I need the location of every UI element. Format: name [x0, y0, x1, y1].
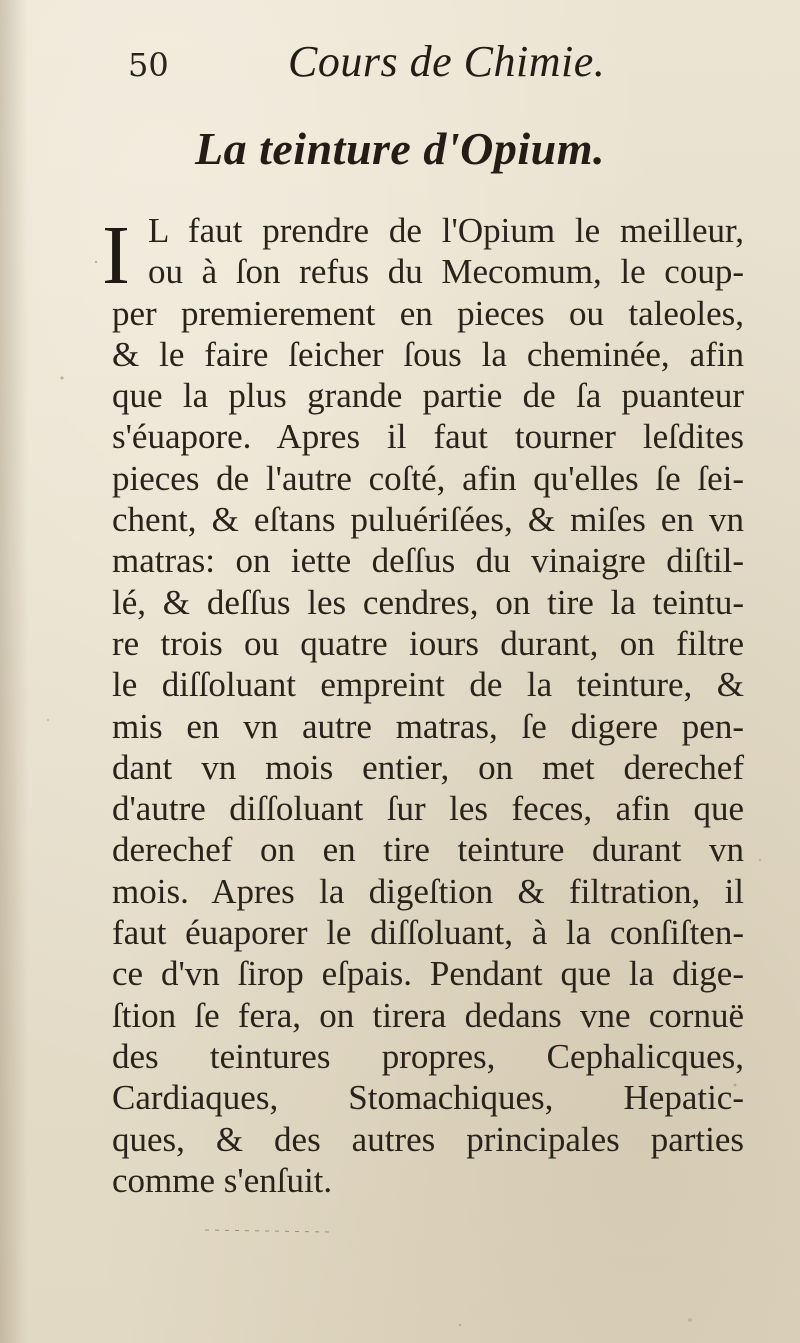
text-line: Cardiaques, Stomachiques, Hepatic-	[112, 1078, 744, 1118]
text-line: faut éuaporer le diſſoluant, à la conſiſten-	[112, 913, 744, 953]
text-line: re trois ou quatre iours durant, on filtre	[112, 623, 744, 663]
text-line: mois. Apres la digeſtion & filtration, il	[112, 871, 744, 911]
text-line: que la plus grande partie de ſa puanteur	[112, 376, 744, 416]
page-number: 50	[128, 46, 169, 84]
text-line: s'éuapore. Apres il faut tourner leſdites	[112, 417, 744, 457]
body-text	[102, 209, 744, 1201]
text-line: mis en vn autre matras, ſe digere pen-	[112, 706, 744, 746]
text-line: & le faire ſeicher ſous la cheminée, afin	[112, 334, 744, 374]
text-line: le diſſoluant empreint de la teinture, &	[112, 665, 744, 705]
text-line: des teintures propres, Cephalicques,	[112, 1036, 744, 1076]
drop-cap: I	[102, 209, 130, 302]
text-line: ques, & des autres principales parties	[112, 1119, 744, 1159]
text-line: matras: on iette deſſus du vinaigre diſtil-	[112, 541, 744, 581]
text-line: pieces de l'autre coſté, afin qu'elles ſe ſei-	[112, 458, 744, 498]
running-head: Cours de Chimie.	[288, 37, 606, 86]
text-line: per premierement en pieces ou taleoles,	[112, 293, 744, 333]
chapter-title: La teinture d'Opium.	[195, 123, 605, 174]
text-line: ſtion ſe fera, on tirera dedans vne cornuë	[112, 995, 744, 1035]
page-header	[0, 32, 800, 92]
text-line: L faut prendre de l'Opium le meilleur,	[148, 211, 744, 250]
text-line: derechef on en tire teinture durant vn	[112, 830, 744, 870]
text-line: lé, & deſſus les cendres, on tire la teintu-	[112, 582, 744, 622]
page-gutter-shadow	[0, 0, 28, 1343]
text-line: chent, & eſtans puluériſées, & miſes en vn	[112, 500, 744, 540]
text-line: dant vn mois entier, on met derechef	[112, 747, 744, 787]
text-line: ce d'vn ſirop eſpais. Pendant que la dige-	[112, 954, 744, 994]
text-line: comme s'enſuit.	[112, 1160, 333, 1200]
text-line: d'autre diſſoluant ſur les feces, afin que	[112, 789, 744, 829]
text-line: ou à ſon refus du Mecomum, le coup-	[148, 252, 744, 292]
